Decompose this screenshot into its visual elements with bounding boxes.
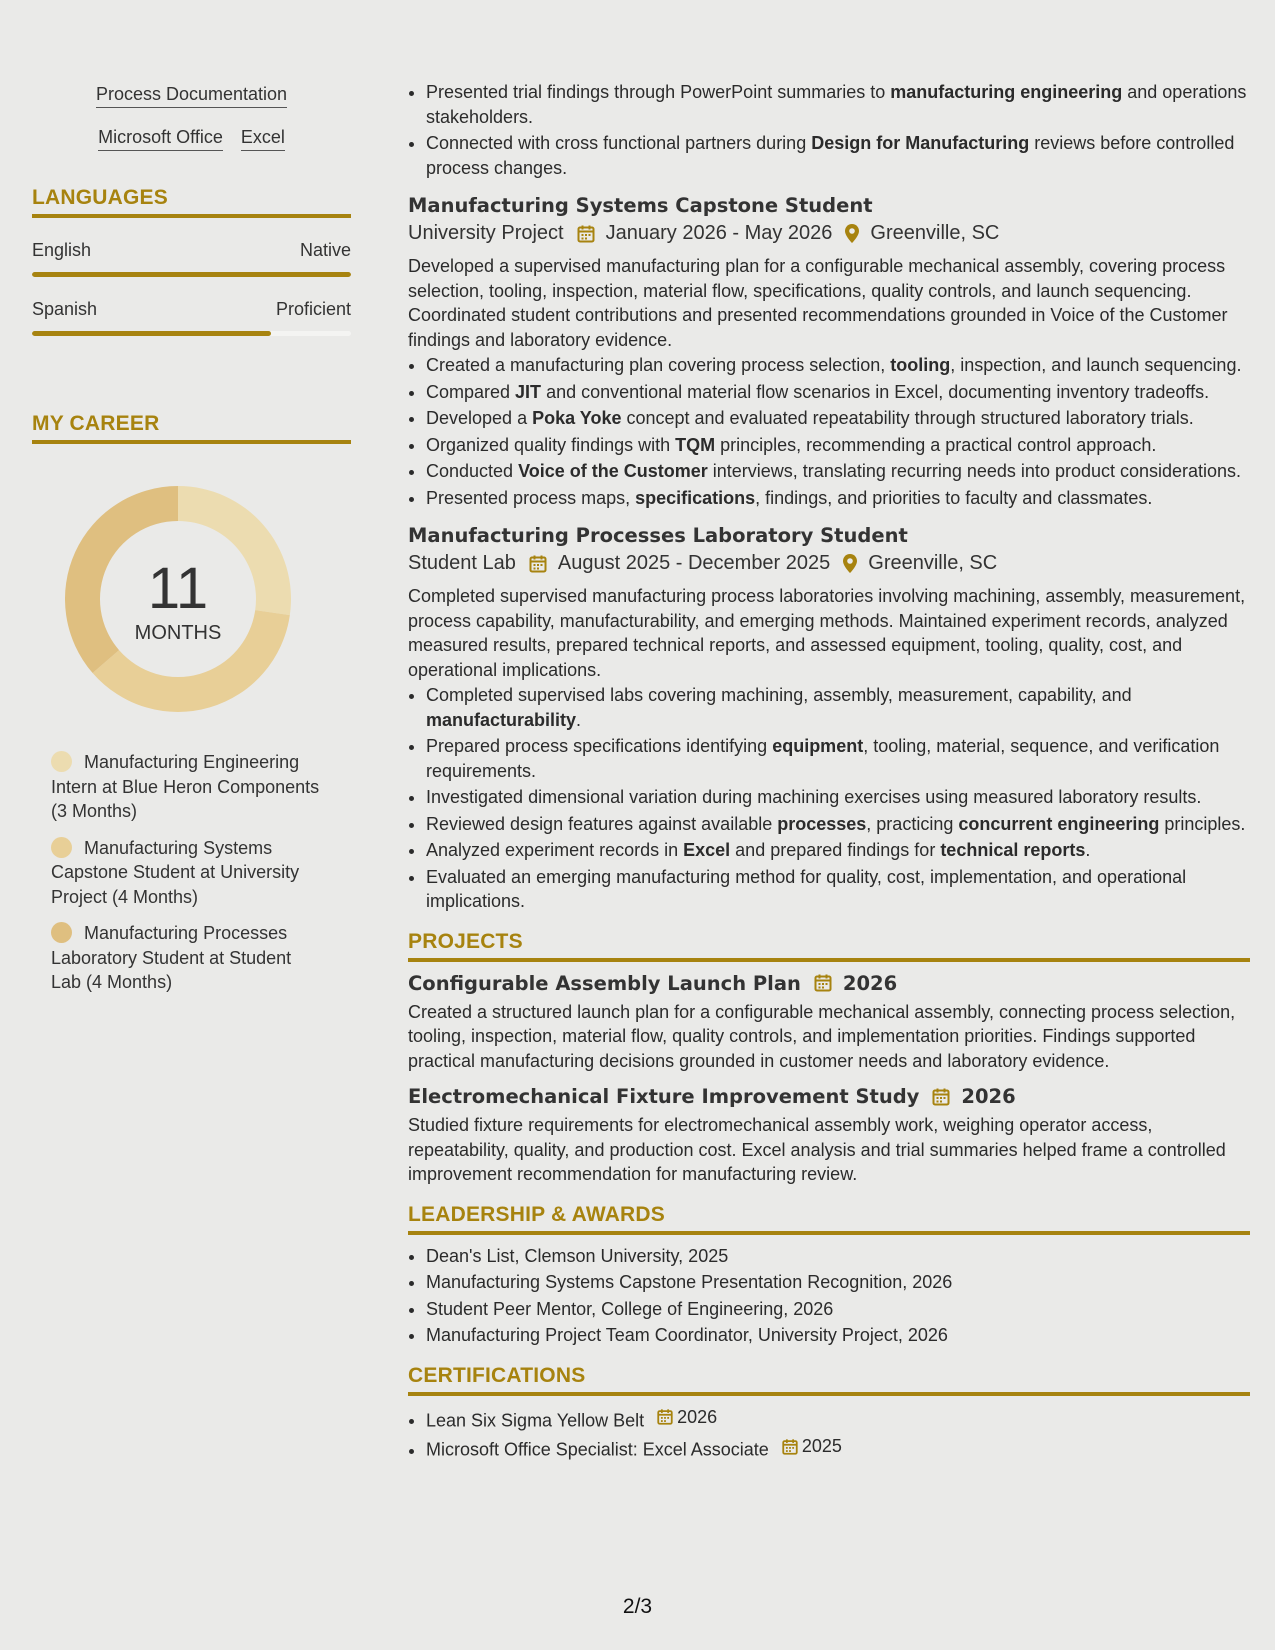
job-title: Manufacturing Systems Capstone Student <box>408 194 873 217</box>
language-row <box>32 299 351 320</box>
language-level: Proficient <box>275 299 351 319</box>
certification-name: Lean Six Sigma Yellow Belt <box>426 1409 645 1430</box>
job-description: Completed supervised manufacturing process laboratories involving machining, assembly, measurement, process capability, manufacturability, and emerging methods. Maintained experiment records, analyzed measured results, prepared technical reports, and assessed equipment, tooling, quality, cost, and operational implications. <box>408 586 1246 680</box>
calendar-icon <box>528 554 548 574</box>
languages-heading: LANGUAGES <box>32 186 351 218</box>
map-pin-icon <box>844 223 860 244</box>
legend-dot-icon <box>51 922 72 943</box>
award-item: • Manufacturing Systems Capstone Presentation Recognition, 2026 <box>426 1270 1250 1295</box>
job-location: Greenville, SC <box>868 552 998 574</box>
calendar-icon <box>931 1087 951 1107</box>
languages-list <box>32 240 351 336</box>
project-entry <box>408 1085 1250 1187</box>
project-header <box>408 1085 1250 1108</box>
award-item: • Dean's List, Clemson University, 2025 <box>426 1244 1250 1269</box>
skills-list <box>32 82 351 151</box>
bullet-item: • Compared JIT and conventional material flow scenarios in Excel, documenting inventory tradeoffs. <box>426 380 1250 405</box>
map-pin-icon <box>842 553 858 574</box>
project-header <box>408 972 1250 995</box>
certifications-list <box>408 1405 1250 1463</box>
main-column <box>408 80 1250 1464</box>
career-legend-item <box>51 750 321 824</box>
continued-bullet-list <box>408 80 1250 180</box>
bullet-item: • Presented process maps, specifications, findings, and priorities to faculty and classmates. <box>426 486 1250 511</box>
calendar-icon <box>656 1408 674 1426</box>
award-item: • Manufacturing Project Team Coordinator, University Project, 2026 <box>426 1323 1250 1348</box>
career-legend-item <box>51 921 321 995</box>
skill-row <box>32 125 351 151</box>
language-level: Native <box>299 240 351 260</box>
experience-list <box>408 194 1250 914</box>
career-legend-item <box>51 836 321 910</box>
bullet-item: • Created a manufacturing plan covering process selection, tooling, inspection, and launch sequencing. <box>426 353 1250 378</box>
language-item <box>32 240 351 277</box>
bullet-item: • Developed a Poka Yoke concept and evaluated repeatability through structured laboratory trials. <box>426 406 1250 431</box>
bullet-item: • Prepared process specifications identifying equipment, tooling, material, sequence, and verification requirements. <box>426 734 1250 783</box>
bullet-item: • Organized quality findings with TQM principles, recommending a practical control approach. <box>426 433 1250 458</box>
sidebar <box>32 82 351 1007</box>
language-bar-fill <box>32 272 351 277</box>
language-bar <box>32 272 351 277</box>
job-dates: August 2025 - December 2025 <box>557 552 831 574</box>
certification-name: Microsoft Office Specialist: Excel Associate <box>426 1439 769 1460</box>
job-meta <box>408 552 1250 575</box>
career-legend-label: Manufacturing Engineering Intern at Blue Heron Components (3 Months) <box>51 752 320 821</box>
career-legend-label: Manufacturing Processes Laboratory Student at Student Lab (4 Months) <box>51 923 292 992</box>
language-bar <box>32 331 351 336</box>
language-row <box>32 240 351 261</box>
bullet-item: • Evaluated an emerging manufacturing method for quality, cost, implementation, and operational implications. <box>426 865 1250 914</box>
certification-item <box>426 1434 1250 1462</box>
skill-tag: Process Documentation <box>96 82 287 108</box>
bullet-item: • Completed supervised labs covering machining, assembly, measurement, capability, and manufacturability. <box>426 683 1250 732</box>
skill-row <box>32 82 351 108</box>
certification-year-value: 2026 <box>677 1406 718 1427</box>
career-heading: MY CAREER <box>32 412 351 444</box>
page-number: 2/3 <box>622 1595 653 1618</box>
job-organization: University Project <box>408 222 564 244</box>
leadership-list <box>408 1244 1250 1348</box>
job-dates: January 2026 - May 2026 <box>605 222 833 244</box>
certification-year <box>644 1405 717 1430</box>
job-description: Developed a supervised manufacturing plan for a configurable mechanical assembly, covering process selection, tooling, inspection, material flow, specifications, quality controls, and launch sequencing. Coordinated student contributions and presented recommendations grounded in Voice of the Customer findings and laboratory evidence. <box>408 256 1228 350</box>
job-bullet-list <box>408 353 1250 510</box>
career-legend <box>51 750 321 995</box>
bullet-item: • Presented trial findings through PowerPoint summaries to manufacturing engineering and operations stakeholders. <box>426 80 1250 129</box>
bullet-item: • Reviewed design features against available processes, practicing concurrent engineering principles. <box>426 812 1250 837</box>
calendar-icon <box>813 973 833 993</box>
calendar-icon <box>781 1438 799 1456</box>
project-title: Configurable Assembly Launch Plan <box>408 971 801 995</box>
project-year: 2026 <box>842 971 898 995</box>
job-organization: Student Lab <box>408 552 516 574</box>
career-total-unit: MONTHS <box>134 622 222 644</box>
job-location: Greenville, SC <box>870 222 1000 244</box>
career-donut-chart <box>65 486 291 712</box>
job-title: Manufacturing Processes Laboratory Student <box>408 524 908 547</box>
bullet-item: • Connected with cross functional partners during Design for Manufacturing reviews before controlled process changes. <box>426 131 1250 180</box>
certification-item <box>426 1405 1250 1433</box>
skill-tag: Excel <box>241 125 285 151</box>
legend-dot-icon <box>51 837 72 858</box>
skill-tag: Microsoft Office <box>98 125 223 151</box>
certifications-heading: CERTIFICATIONS <box>408 1364 1250 1396</box>
language-name: English <box>32 240 92 260</box>
experience-entry <box>408 524 1250 914</box>
experience-entry <box>408 194 1250 510</box>
job-meta <box>408 222 1250 245</box>
certification-year-value: 2025 <box>801 1436 842 1457</box>
project-description: Studied fixture requirements for electromechanical assembly work, weighing operator access, repeatability, quality, and production cost. Excel analysis and trial summaries helped frame a controlled improvement recommendation for manufacturing review. <box>408 1115 1226 1184</box>
calendar-icon <box>576 224 596 244</box>
language-item <box>32 299 351 336</box>
project-entry <box>408 972 1250 1074</box>
leadership-heading: LEADERSHIP & AWARDS <box>408 1203 1250 1235</box>
language-bar-fill <box>32 331 271 336</box>
project-description: Created a structured launch plan for a configurable mechanical assembly, connecting process selection, tooling, inspection, material flow, quality controls, and implementation priorities. Findings supported practical manufacturing decisions grounded in customer needs and laboratory evidence. <box>408 1001 1236 1071</box>
projects-heading: PROJECTS <box>408 930 1250 962</box>
bullet-item: • Investigated dimensional variation during machining exercises using measured laboratory results. <box>426 785 1250 810</box>
bullet-item: • Analyzed experiment records in Excel and prepared findings for technical reports. <box>426 838 1250 863</box>
language-name: Spanish <box>32 299 98 319</box>
legend-dot-icon <box>51 751 72 772</box>
award-item: • Student Peer Mentor, College of Engineering, 2026 <box>426 1297 1250 1322</box>
project-title: Electromechanical Fixture Improvement Study <box>408 1085 920 1108</box>
projects-list <box>408 972 1250 1187</box>
career-legend-label: Manufacturing Systems Capstone Student at University Project (4 Months) <box>51 837 300 907</box>
job-bullet-list <box>408 683 1250 914</box>
project-year: 2026 <box>961 1085 1016 1108</box>
bullet-item: • Conducted Voice of the Customer interviews, translating recurring needs into product considerations. <box>426 459 1250 484</box>
certification-year <box>769 1434 842 1459</box>
career-total-months: 11 <box>147 556 209 621</box>
